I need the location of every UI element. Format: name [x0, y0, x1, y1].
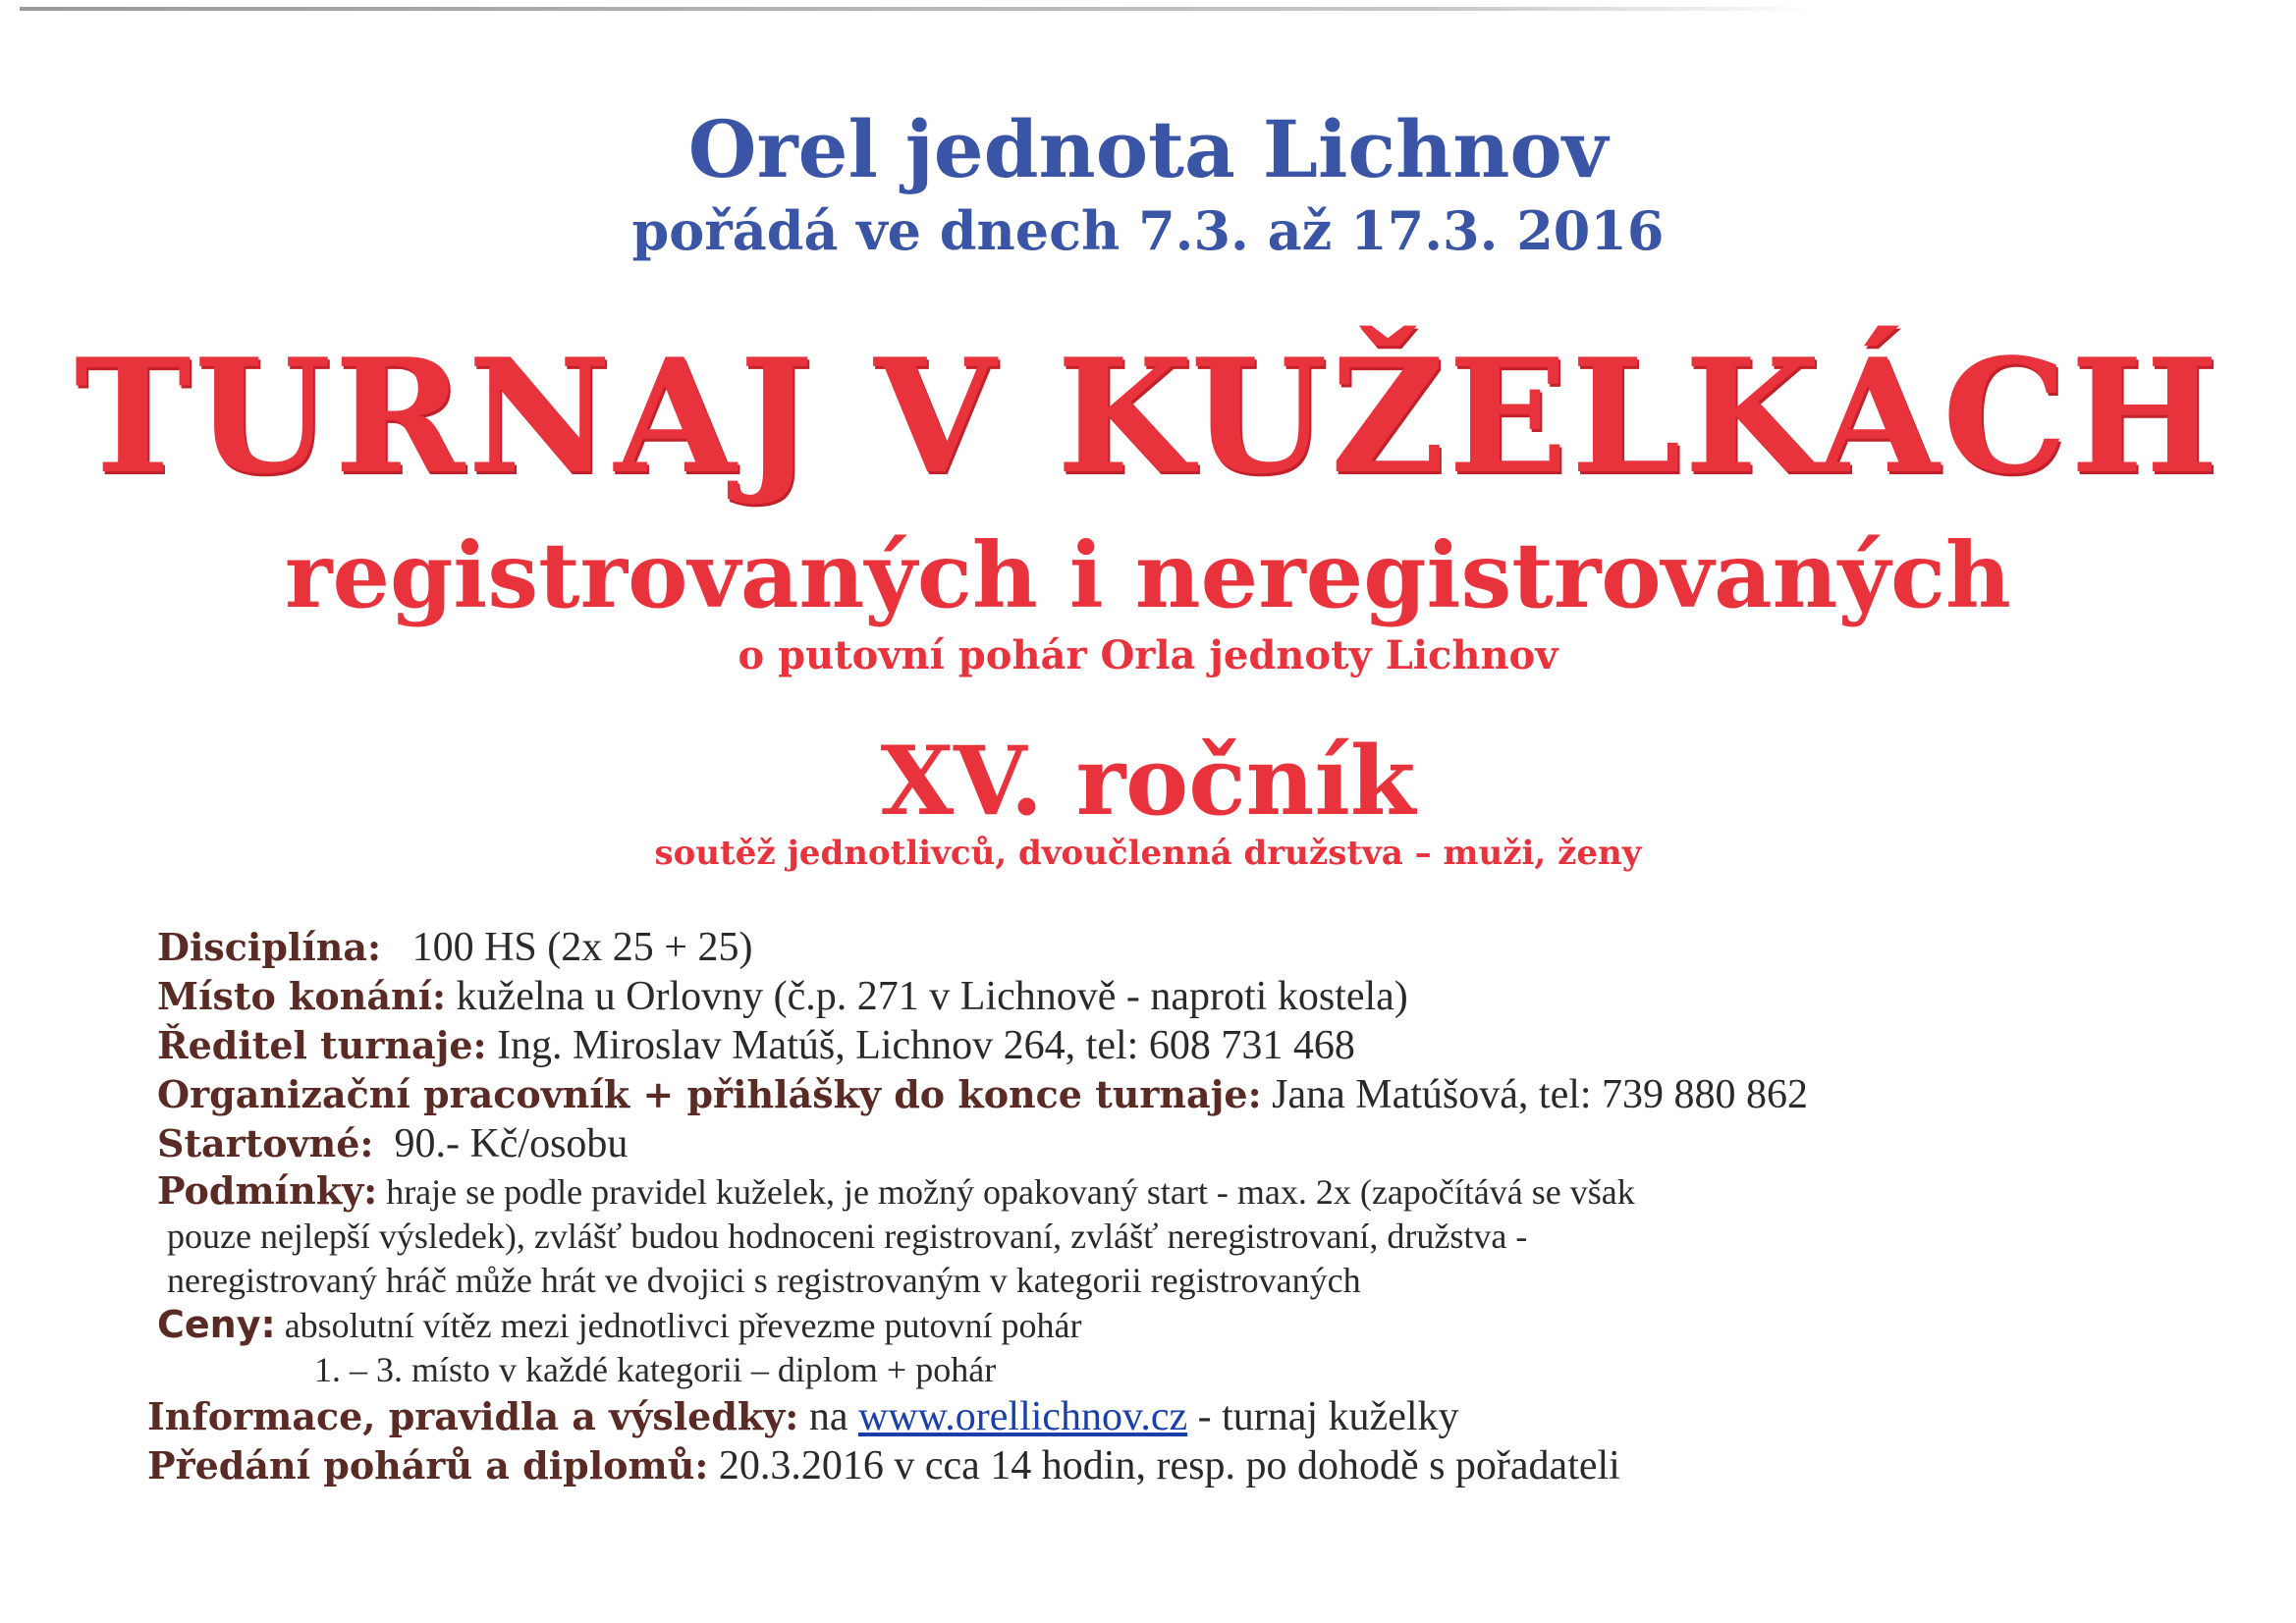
- prizes-line: 1. – 3. místo v každé kategorii – diplom + pohár: [314, 1350, 997, 1389]
- discipline-label: Disciplína:: [157, 925, 382, 969]
- info-label: Informace, pravidla a výsledky:: [147, 1394, 799, 1438]
- conditions-line: neregistrovaný hráč může hrát ve dvojici s registrovaným v kategorii registrovaných: [167, 1261, 1361, 1300]
- fee-label: Startovné:: [157, 1121, 374, 1165]
- info-suffix: - turnaj kuželky: [1197, 1394, 1459, 1439]
- fee-row: [157, 1119, 2269, 1168]
- organizer-row: [157, 1070, 2269, 1119]
- trophy-line: o putovní pohár Orla jednoty Lichnov: [738, 632, 1558, 678]
- venue-label: Místo konání:: [157, 974, 447, 1018]
- fee-value: 90.- Kč/osobu: [394, 1121, 629, 1166]
- ceremony-row: [147, 1441, 2269, 1490]
- info-prefix: na: [808, 1394, 848, 1439]
- organizer-value: Jana Matúšová, tel: 739 880 862: [1272, 1072, 1809, 1117]
- prizes-line: absolutní vítěz mezi jednotlivci převezme putovní pohár: [284, 1306, 1082, 1345]
- prizes-row: [157, 1303, 2269, 1348]
- conditions-row: [157, 1168, 2269, 1215]
- ceremony-label: Předání pohárů a diplomů:: [147, 1443, 709, 1488]
- director-label: Ředitel turnaje:: [157, 1023, 487, 1067]
- discipline-row: [157, 923, 2269, 972]
- venue-value: kuželna u Orlovny (č.p. 271 v Lichnově - naproti kostela): [456, 974, 1408, 1019]
- discipline-value: 100 HS (2x 25 + 25): [411, 925, 753, 970]
- competition-line: soutěž jednotlivců, dvoučlenná družstva – muži, ženy: [654, 834, 1642, 873]
- subtitle: registrovaných i neregistrovaných: [285, 522, 2011, 628]
- edition-year: XV. ročník: [880, 726, 1416, 837]
- details-block: [147, 923, 2269, 1490]
- director-row: [157, 1021, 2269, 1070]
- organizer-label: Organizační pracovník + přihlášky do konce turnaje:: [157, 1072, 1262, 1116]
- organization-name: Orel jednota Lichnov: [687, 103, 1609, 195]
- conditions-label: Podmínky:: [157, 1168, 378, 1213]
- info-row: [147, 1392, 2269, 1441]
- conditions-line: hraje se podle pravidel kuželek, je možný opakovaný start - max. 2x (započítává se však: [386, 1172, 1635, 1212]
- ceremony-value: 20.3.2016 v cca 14 hodin, resp. po dohodě s pořadateli: [718, 1443, 1620, 1488]
- venue-row: [157, 972, 2269, 1021]
- conditions-line: pouze nejlepší výsledek), zvlášť budou hodnoceni registrovaní, zvlášť neregistrovaní, družstva -: [167, 1217, 1528, 1256]
- website-link[interactable]: www.orellichnov.cz: [858, 1394, 1188, 1439]
- prizes-label: Ceny:: [157, 1303, 276, 1346]
- top-rule: [20, 7, 1817, 11]
- director-value: Ing. Miroslav Matúš, Lichnov 264, tel: 608 731 468: [497, 1023, 1355, 1068]
- event-dates: pořádá ve dnech 7.3. až 17.3. 2016: [631, 199, 1665, 262]
- main-title: TURNAJ V KUŽELKÁCH: [74, 324, 2222, 509]
